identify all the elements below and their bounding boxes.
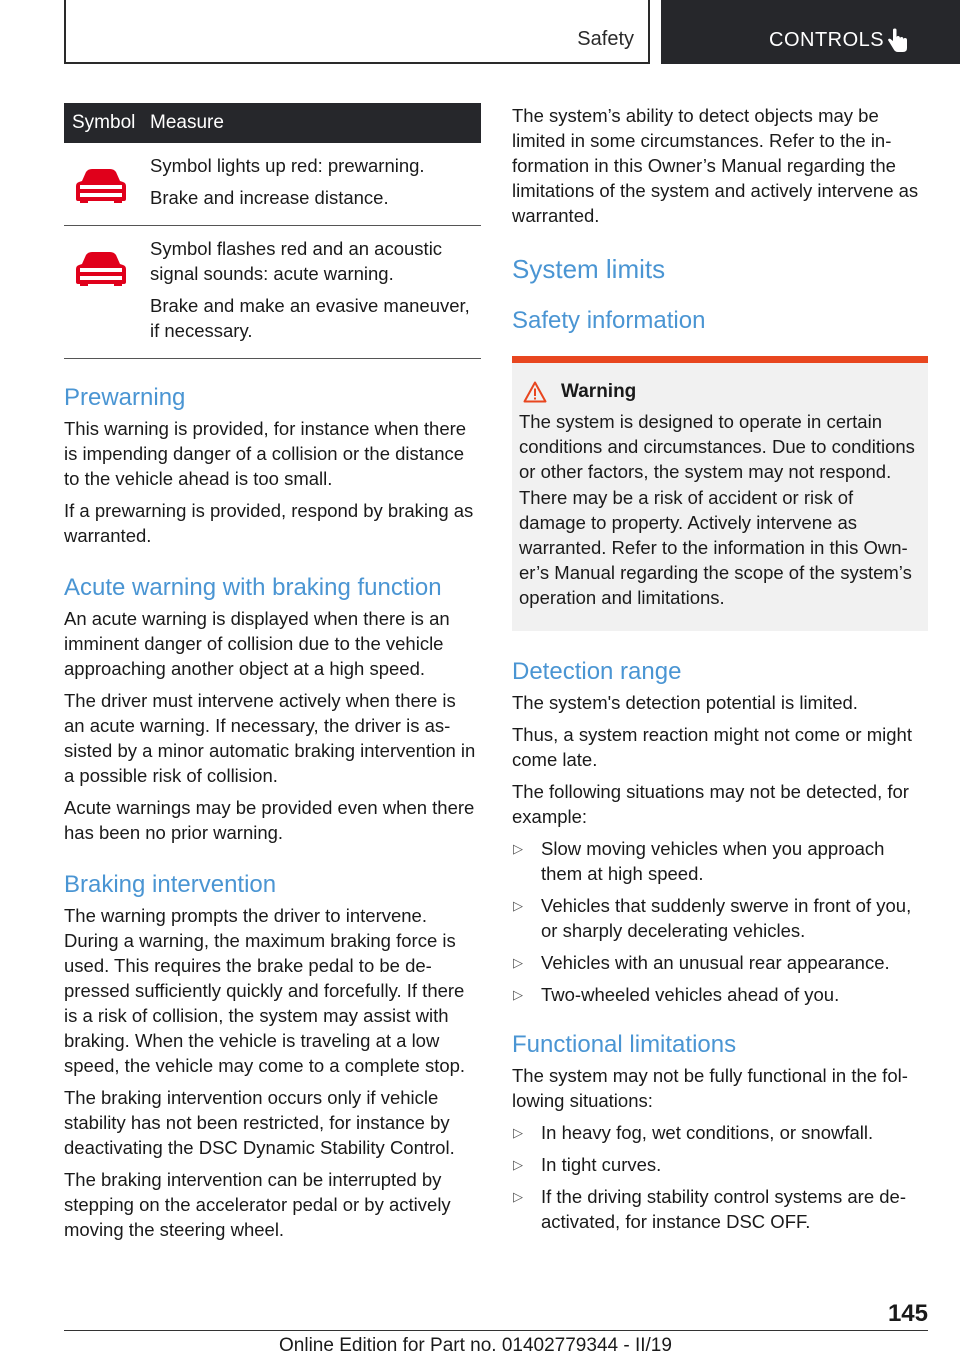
measure-line: Brake and make an evasive maneuver, if necessary. bbox=[150, 295, 470, 341]
heading-detection-range: Detection range bbox=[512, 657, 682, 685]
detection-list bbox=[512, 836, 928, 1007]
triangle-bullet-icon: ▷ bbox=[513, 1124, 523, 1140]
table-cell-measure bbox=[150, 226, 481, 359]
table-row bbox=[64, 226, 481, 359]
left-column bbox=[64, 103, 481, 1249]
paragraph: Acute warnings may be provided even when there has been no prior warning. bbox=[64, 797, 475, 843]
footer-divider bbox=[64, 1330, 928, 1331]
paragraph: The driver must intervene actively when there is an acute warning. If necessary, the driver is assisted by a minor automatic braking intervention in a possible risk of collision. bbox=[64, 690, 476, 786]
list-item: ▷ Vehicles that suddenly swerve in front of you, or sharply decelerating vehicles. bbox=[513, 894, 912, 941]
table-header-symbol: Symbol bbox=[64, 103, 150, 143]
paragraph: If a prewarning is provided, respond by braking as warranted. bbox=[64, 500, 474, 546]
paragraph: The braking intervention can be interrupted by stepping on the accelerator pedal or by actively moving the steering wheel. bbox=[64, 1169, 451, 1240]
warning-triangle-icon bbox=[523, 381, 547, 403]
warning-text: The system is designed to operate in certain conditions and circumstances. Due to conditions or other factors, the system may not respond. There may be a risk of accident or risk of damage to property. Actively intervene as warranted. Refer to the information in this Owner’s Manual regarding the scope of the system’s operation and limitations. bbox=[519, 411, 915, 609]
right-column bbox=[512, 103, 928, 1241]
car-rear-icon bbox=[76, 169, 126, 203]
list-item: ▷ If the driving stability control systems are deactivated, for instance DSC OFF. bbox=[513, 1185, 907, 1232]
triangle-bullet-icon: ▷ bbox=[513, 954, 523, 970]
paragraph: An acute warning is displayed when there is an imminent danger of collision due to the vehicle approaching another object at a high speed. bbox=[64, 608, 450, 679]
paragraph: This warning is provided, for instance when there is impending danger of a collision or the distance to the vehicle ahead is too small. bbox=[64, 418, 467, 489]
heading-safety-information: Safety information bbox=[512, 307, 706, 334]
heading-braking-intervention: Braking intervention bbox=[64, 871, 277, 898]
header-section-title: Safety bbox=[577, 28, 634, 50]
paragraph: The following situations may not be detected, for example: bbox=[512, 780, 909, 827]
measure-line: Brake and increase distance. bbox=[150, 187, 389, 208]
paragraph: The warning prompts the driver to intervene. During a warning, the maximum braking force is used. This requires the brake pedal to be depressed sufficiently quickly and forcefully. If there is a risk of collision, the system may assist with braking. When the vehicle is traveling at a low speed, the vehicle may come to a complete stop. bbox=[64, 905, 466, 1076]
paragraph: The system's detection potential is limited. bbox=[512, 691, 858, 713]
triangle-bullet-icon: ▷ bbox=[513, 986, 523, 1002]
edition-text: Online Edition for Part no. 01402779344 - II/19 bbox=[279, 1335, 672, 1356]
heading-prewarning: Prewarning bbox=[64, 384, 186, 411]
table-cell-symbol bbox=[64, 143, 150, 226]
list-item: ▷ Vehicles with an unusual rear appearance. bbox=[513, 951, 890, 973]
list-item: ▷ In heavy fog, wet conditions, or snowfall. bbox=[513, 1121, 874, 1143]
paragraph: The system may not be fully functional in the following situations: bbox=[512, 1064, 908, 1111]
heading-acute-warning: Acute warning with braking function bbox=[64, 574, 442, 601]
symbol-measure-table bbox=[64, 103, 481, 359]
triangle-bullet-icon: ▷ bbox=[513, 1188, 523, 1204]
table-header-measure: Measure bbox=[150, 103, 481, 143]
car-rear-icon bbox=[76, 252, 126, 286]
measure-line: Symbol flashes red and an acoustic signal sounds: acute warning. bbox=[150, 238, 443, 284]
list-item: ▷ In tight curves. bbox=[513, 1153, 662, 1175]
header-chapter-title: CONTROLS bbox=[769, 29, 885, 51]
paragraph: Thus, a system reaction might not come or might come late. bbox=[512, 723, 912, 770]
measure-line: Symbol lights up red: prewarning. bbox=[150, 155, 425, 176]
warning-box bbox=[512, 356, 928, 631]
triangle-bullet-icon: ▷ bbox=[513, 840, 523, 856]
functional-list bbox=[512, 1120, 928, 1234]
triangle-bullet-icon: ▷ bbox=[513, 897, 523, 913]
triangle-bullet-icon: ▷ bbox=[513, 1156, 523, 1172]
list-item: ▷ Slow moving vehicles when you approach them at high speed. bbox=[513, 837, 885, 884]
table-cell-measure bbox=[150, 143, 481, 226]
paragraph: The braking intervention occurs only if vehicle stability has not been restricted, for instance by deactivating the DSC Dynamic Stability Control. bbox=[64, 1087, 455, 1158]
warning-title-row bbox=[519, 381, 922, 403]
list-item: ▷ Two-wheeled vehicles ahead of you. bbox=[513, 983, 840, 1005]
header-chapter-box bbox=[661, 0, 960, 64]
table-cell-symbol bbox=[64, 226, 150, 359]
pointing-hand-icon bbox=[886, 28, 910, 54]
heading-functional-limitations: Functional limitations bbox=[512, 1030, 737, 1058]
page-number: 145 bbox=[887, 1300, 928, 1327]
table-row bbox=[64, 143, 481, 226]
intro-paragraph: The system’s ability to detect objects may be limited in some circumstances. Refer to the information in this Owner’s Manual regarding the limitations of the system and actively intervene as warranted. bbox=[512, 105, 919, 226]
heading-system-limits: System limits bbox=[512, 254, 666, 284]
warning-title: Warning bbox=[561, 381, 637, 402]
header-section-box bbox=[64, 0, 650, 64]
